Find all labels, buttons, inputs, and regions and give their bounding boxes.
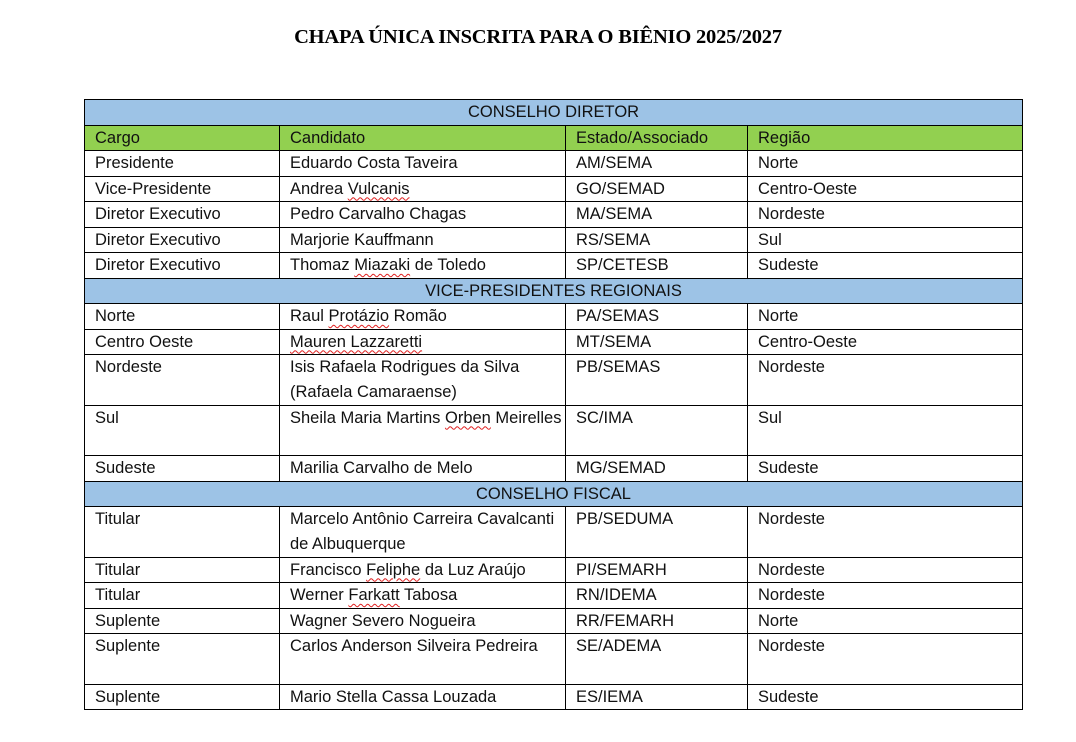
column-header-estado: Estado/Associado bbox=[566, 125, 748, 151]
cell-candidato: Eduardo Costa Taveira bbox=[280, 151, 566, 177]
cell-regiao: Nordeste bbox=[748, 507, 1023, 558]
candidato-text: Sheila Maria Martins bbox=[290, 408, 445, 427]
table-row bbox=[85, 634, 1023, 685]
cell-estado: SE/ADEMA bbox=[566, 634, 748, 685]
table-row bbox=[85, 608, 1023, 634]
column-header-row bbox=[85, 125, 1023, 151]
cell-estado: SC/IMA bbox=[566, 405, 748, 456]
table-row bbox=[85, 227, 1023, 253]
cell-estado: PA/SEMAS bbox=[566, 304, 748, 330]
cell-estado: MA/SEMA bbox=[566, 202, 748, 228]
cell-candidato: Marilia Carvalho de Melo bbox=[280, 456, 566, 482]
table-row bbox=[85, 456, 1023, 482]
cell-estado: PB/SEDUMA bbox=[566, 507, 748, 558]
spellcheck-flagged-word: Vulcanis bbox=[347, 179, 410, 198]
candidato-text: Thomaz bbox=[290, 256, 355, 274]
cell-regiao: Norte bbox=[748, 151, 1023, 177]
cell-candidato bbox=[280, 253, 566, 279]
cell-regiao: Nordeste bbox=[748, 355, 1023, 406]
cell-cargo: Nordeste bbox=[85, 355, 280, 406]
table-row bbox=[85, 507, 1023, 558]
cell-estado: MG/SEMAD bbox=[566, 456, 748, 482]
cell-regiao: Sudeste bbox=[748, 253, 1023, 279]
table-row bbox=[85, 355, 1023, 406]
cell-cargo: Sul bbox=[85, 405, 280, 456]
spellcheck-flagged-word: Protázio bbox=[328, 307, 390, 325]
cell-cargo: Centro Oeste bbox=[85, 329, 280, 355]
cell-regiao: Nordeste bbox=[748, 634, 1023, 685]
cell-cargo: Suplente bbox=[85, 634, 280, 685]
candidato-text: Werner bbox=[290, 586, 349, 604]
cell-cargo: Titular bbox=[85, 507, 280, 558]
cell-candidato bbox=[280, 304, 566, 330]
cell-estado: AM/SEMA bbox=[566, 151, 748, 177]
column-header-candidato: Candidato bbox=[280, 125, 566, 151]
table-row bbox=[85, 329, 1023, 355]
cell-candidato bbox=[280, 583, 566, 609]
cell-regiao: Norte bbox=[748, 304, 1023, 330]
table-row bbox=[85, 202, 1023, 228]
cell-estado: MT/SEMA bbox=[566, 329, 748, 355]
cell-regiao: Sul bbox=[748, 405, 1023, 456]
spellcheck-flagged-word: Miazaki bbox=[354, 256, 411, 274]
column-header-regiao: Região bbox=[748, 125, 1023, 151]
cell-regiao: Nordeste bbox=[748, 557, 1023, 583]
cell-cargo: Diretor Executivo bbox=[85, 227, 280, 253]
cell-cargo: Suplente bbox=[85, 684, 280, 710]
cell-cargo: Diretor Executivo bbox=[85, 202, 280, 228]
section-header-conselho-fiscal bbox=[85, 481, 1023, 507]
candidato-text: da Luz Araújo bbox=[420, 560, 526, 579]
cell-regiao: Norte bbox=[748, 608, 1023, 634]
cell-cargo: Suplente bbox=[85, 608, 280, 634]
cell-estado: ES/IEMA bbox=[566, 684, 748, 710]
table-row bbox=[85, 405, 1023, 456]
table-row bbox=[85, 583, 1023, 609]
table-row bbox=[85, 253, 1023, 279]
cell-candidato: Mario Stella Cassa Louzada bbox=[280, 684, 566, 710]
spellcheck-flagged-word: Mauren Lazzaretti bbox=[290, 332, 423, 351]
section-title: VICE-PRESIDENTES REGIONAIS bbox=[85, 278, 1023, 304]
cell-regiao: Sudeste bbox=[748, 456, 1023, 482]
cell-candidato: Marjorie Kauffmann bbox=[280, 227, 566, 253]
candidato-text: de Toledo bbox=[410, 256, 486, 274]
cell-regiao: Nordeste bbox=[748, 202, 1023, 228]
section-header-conselho-diretor bbox=[85, 100, 1023, 126]
cell-cargo: Norte bbox=[85, 304, 280, 330]
cell-estado: RN/IDEMA bbox=[566, 583, 748, 609]
cell-candidato: Carlos Anderson Silveira Pedreira bbox=[280, 634, 566, 685]
cell-candidato bbox=[280, 405, 566, 456]
candidato-text: Meirelles bbox=[490, 408, 562, 427]
cell-estado: SP/CETESB bbox=[566, 253, 748, 279]
cell-estado: PI/SEMARH bbox=[566, 557, 748, 583]
section-header-vice-presidentes-regionais bbox=[85, 278, 1023, 304]
cell-candidato bbox=[280, 557, 566, 583]
candidato-text: Andrea bbox=[290, 179, 348, 198]
cell-cargo: Diretor Executivo bbox=[85, 253, 280, 279]
section-title: CONSELHO FISCAL bbox=[85, 481, 1023, 507]
spellcheck-flagged-word: Farkatt bbox=[348, 586, 400, 604]
cell-cargo: Presidente bbox=[85, 151, 280, 177]
candidates-table bbox=[84, 99, 1023, 710]
table-row bbox=[85, 684, 1023, 710]
cell-estado: RR/FEMARH bbox=[566, 608, 748, 634]
cell-candidato: Marcelo Antônio Carreira Cavalcanti de Albuquerque bbox=[280, 507, 566, 558]
cell-regiao: Nordeste bbox=[748, 583, 1023, 609]
cell-candidato bbox=[280, 176, 566, 202]
candidato-text: Romão bbox=[389, 307, 447, 325]
cell-regiao: Centro-Oeste bbox=[748, 329, 1023, 355]
cell-candidato: Isis Rafaela Rodrigues da Silva (Rafaela Camaraense) bbox=[280, 355, 566, 406]
cell-cargo: Vice-Presidente bbox=[85, 176, 280, 202]
cell-estado: RS/SEMA bbox=[566, 227, 748, 253]
cell-candidato bbox=[280, 329, 566, 355]
cell-cargo: Titular bbox=[85, 583, 280, 609]
spellcheck-flagged-word: Feliphe bbox=[366, 560, 421, 579]
table-row bbox=[85, 304, 1023, 330]
candidato-text: Raul bbox=[290, 307, 329, 325]
cell-candidato: Wagner Severo Nogueira bbox=[280, 608, 566, 634]
table-row bbox=[85, 557, 1023, 583]
cell-estado: GO/SEMAD bbox=[566, 176, 748, 202]
cell-cargo: Sudeste bbox=[85, 456, 280, 482]
cell-candidato: Pedro Carvalho Chagas bbox=[280, 202, 566, 228]
candidato-text: Francisco bbox=[290, 560, 367, 579]
table-row bbox=[85, 151, 1023, 177]
document-title: CHAPA ÚNICA INSCRITA PARA O BIÊNIO 2025/2027 bbox=[294, 26, 782, 48]
cell-regiao: Centro-Oeste bbox=[748, 176, 1023, 202]
column-header-cargo: Cargo bbox=[85, 125, 280, 151]
candidato-text: Tabosa bbox=[399, 586, 458, 604]
section-title: CONSELHO DIRETOR bbox=[85, 100, 1023, 126]
cell-regiao: Sudeste bbox=[748, 684, 1023, 710]
cell-regiao: Sul bbox=[748, 227, 1023, 253]
cell-cargo: Titular bbox=[85, 557, 280, 583]
spellcheck-flagged-word: Orben bbox=[444, 408, 491, 427]
cell-estado: PB/SEMAS bbox=[566, 355, 748, 406]
table-row bbox=[85, 176, 1023, 202]
